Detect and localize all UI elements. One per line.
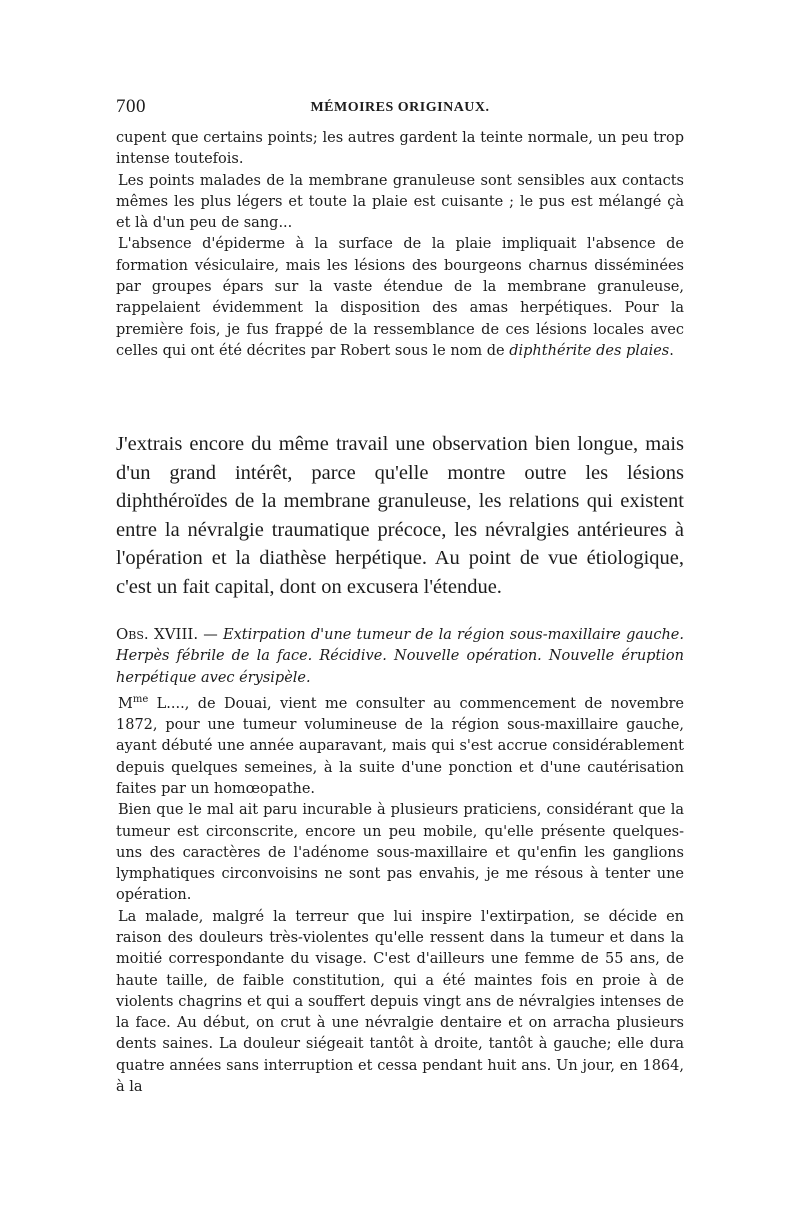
text-block-large (116, 430, 684, 602)
observation-title: Extirpation d'une tumeur de la région sous-maxillaire gauche. Herpès fébrile de la face. Récidive. Nouvelle opération. Nouvelle éruption herpétique avec érysipèle. (116, 627, 685, 686)
salutation: M (118, 695, 133, 712)
paragraph: Les points malades de la membrane granuleuse sont sensibles aux contacts mêmes les plus légers et toute la plaie est cuisante ; le pus est mélangé çà et là d'un peu de sang... (116, 172, 684, 232)
salutation-superscript: me (132, 693, 149, 705)
paragraph (116, 234, 684, 362)
paragraph: La malade, malgré la terreur que lui inspire l'extirpation, se décide en raison des douleurs très-violentes qu'elle ressent dans la tumeur et dans la moitié correspondante du visage. C'est d'ailleurs une femme de 55 ans, de haute taille, de faible constitution, qui a été maintes fois en proie à de violents chagrins et qui a souffert depuis vingt ans de névralgies intenses de la face. Au début, on crut à une névralgie dentaire et on arracha plusieurs dents saines. La douleur siégeait tantôt à droite, tantôt à gauche; elle dura quatre années sans interruption et cessa pendant huit ans. Un jour, en 1864, à la (116, 908, 684, 1096)
header-title: MÉMOIRES ORIGINAUX. (310, 100, 490, 115)
paragraph-text: L...., de Douai, vient me consulter au commencement de novembre 1872, pour une tumeur volumineuse de la région sous-maxillaire gauche, ayant débuté une année auparavant, mais qui s'est accrue considérablement depuis quelques semeines, à la suite d'une ponction et d'une cautérisation faites par un homœopathe. (116, 695, 684, 797)
paragraph-text: L'absence d'épiderme à la surface de la plaie impliquait l'absence de formation vésiculaire, mais les lésions des bourgeons charnus disséminées par groupes épars sur la vaste étendue de la membrane granuleuse, rappelaient évidemment la disposition des amas herpétiques. Pour la première fois, je fus frappé de la ressemblance de ces lésions locales avec celles qui ont été décrites par Robert sous le nom de (116, 236, 684, 359)
running-head (116, 96, 684, 120)
page-number: 700 (116, 96, 146, 117)
paragraph-end: . (669, 342, 674, 359)
paragraph: Bien que le mal ait paru incurable à plusieurs praticiens, considérant que la tumeur est circonscrite, encore un peu mobile, qu'elle présente quelques-uns des caractères de l'adénome sous-maxillaire et qu'enfin les ganglions lymphatiques circonvoisins ne sont pas envahis, je me résous à tenter une opération. (116, 802, 684, 904)
paragraph: cupent que certains points; les autres gardent la teinte normale, un peu trop intense toutefois. (116, 130, 684, 168)
paragraph: J'extrais encore du même travail une observation bien longue, mais d'un grand intérêt, parce qu'elle montre outre les lésions diphthéroïdes de la membrane granuleuse, les relations qui existent entre la névralgie traumatique précoce, les névralgies antérieures à l'opération et la diathèse herpétique. Au point de vue étiologique, c'est un fait capital, dont on excusera l'étendue. (116, 433, 684, 598)
observation-block (116, 624, 684, 1098)
italic-term: diphthérite des plaies (509, 342, 670, 359)
observation-dash: — (198, 627, 224, 643)
observation-heading (116, 624, 684, 689)
paragraph (116, 689, 684, 800)
text-block-small-1 (116, 128, 684, 362)
observation-label: Obs. XVIII. (116, 625, 199, 643)
